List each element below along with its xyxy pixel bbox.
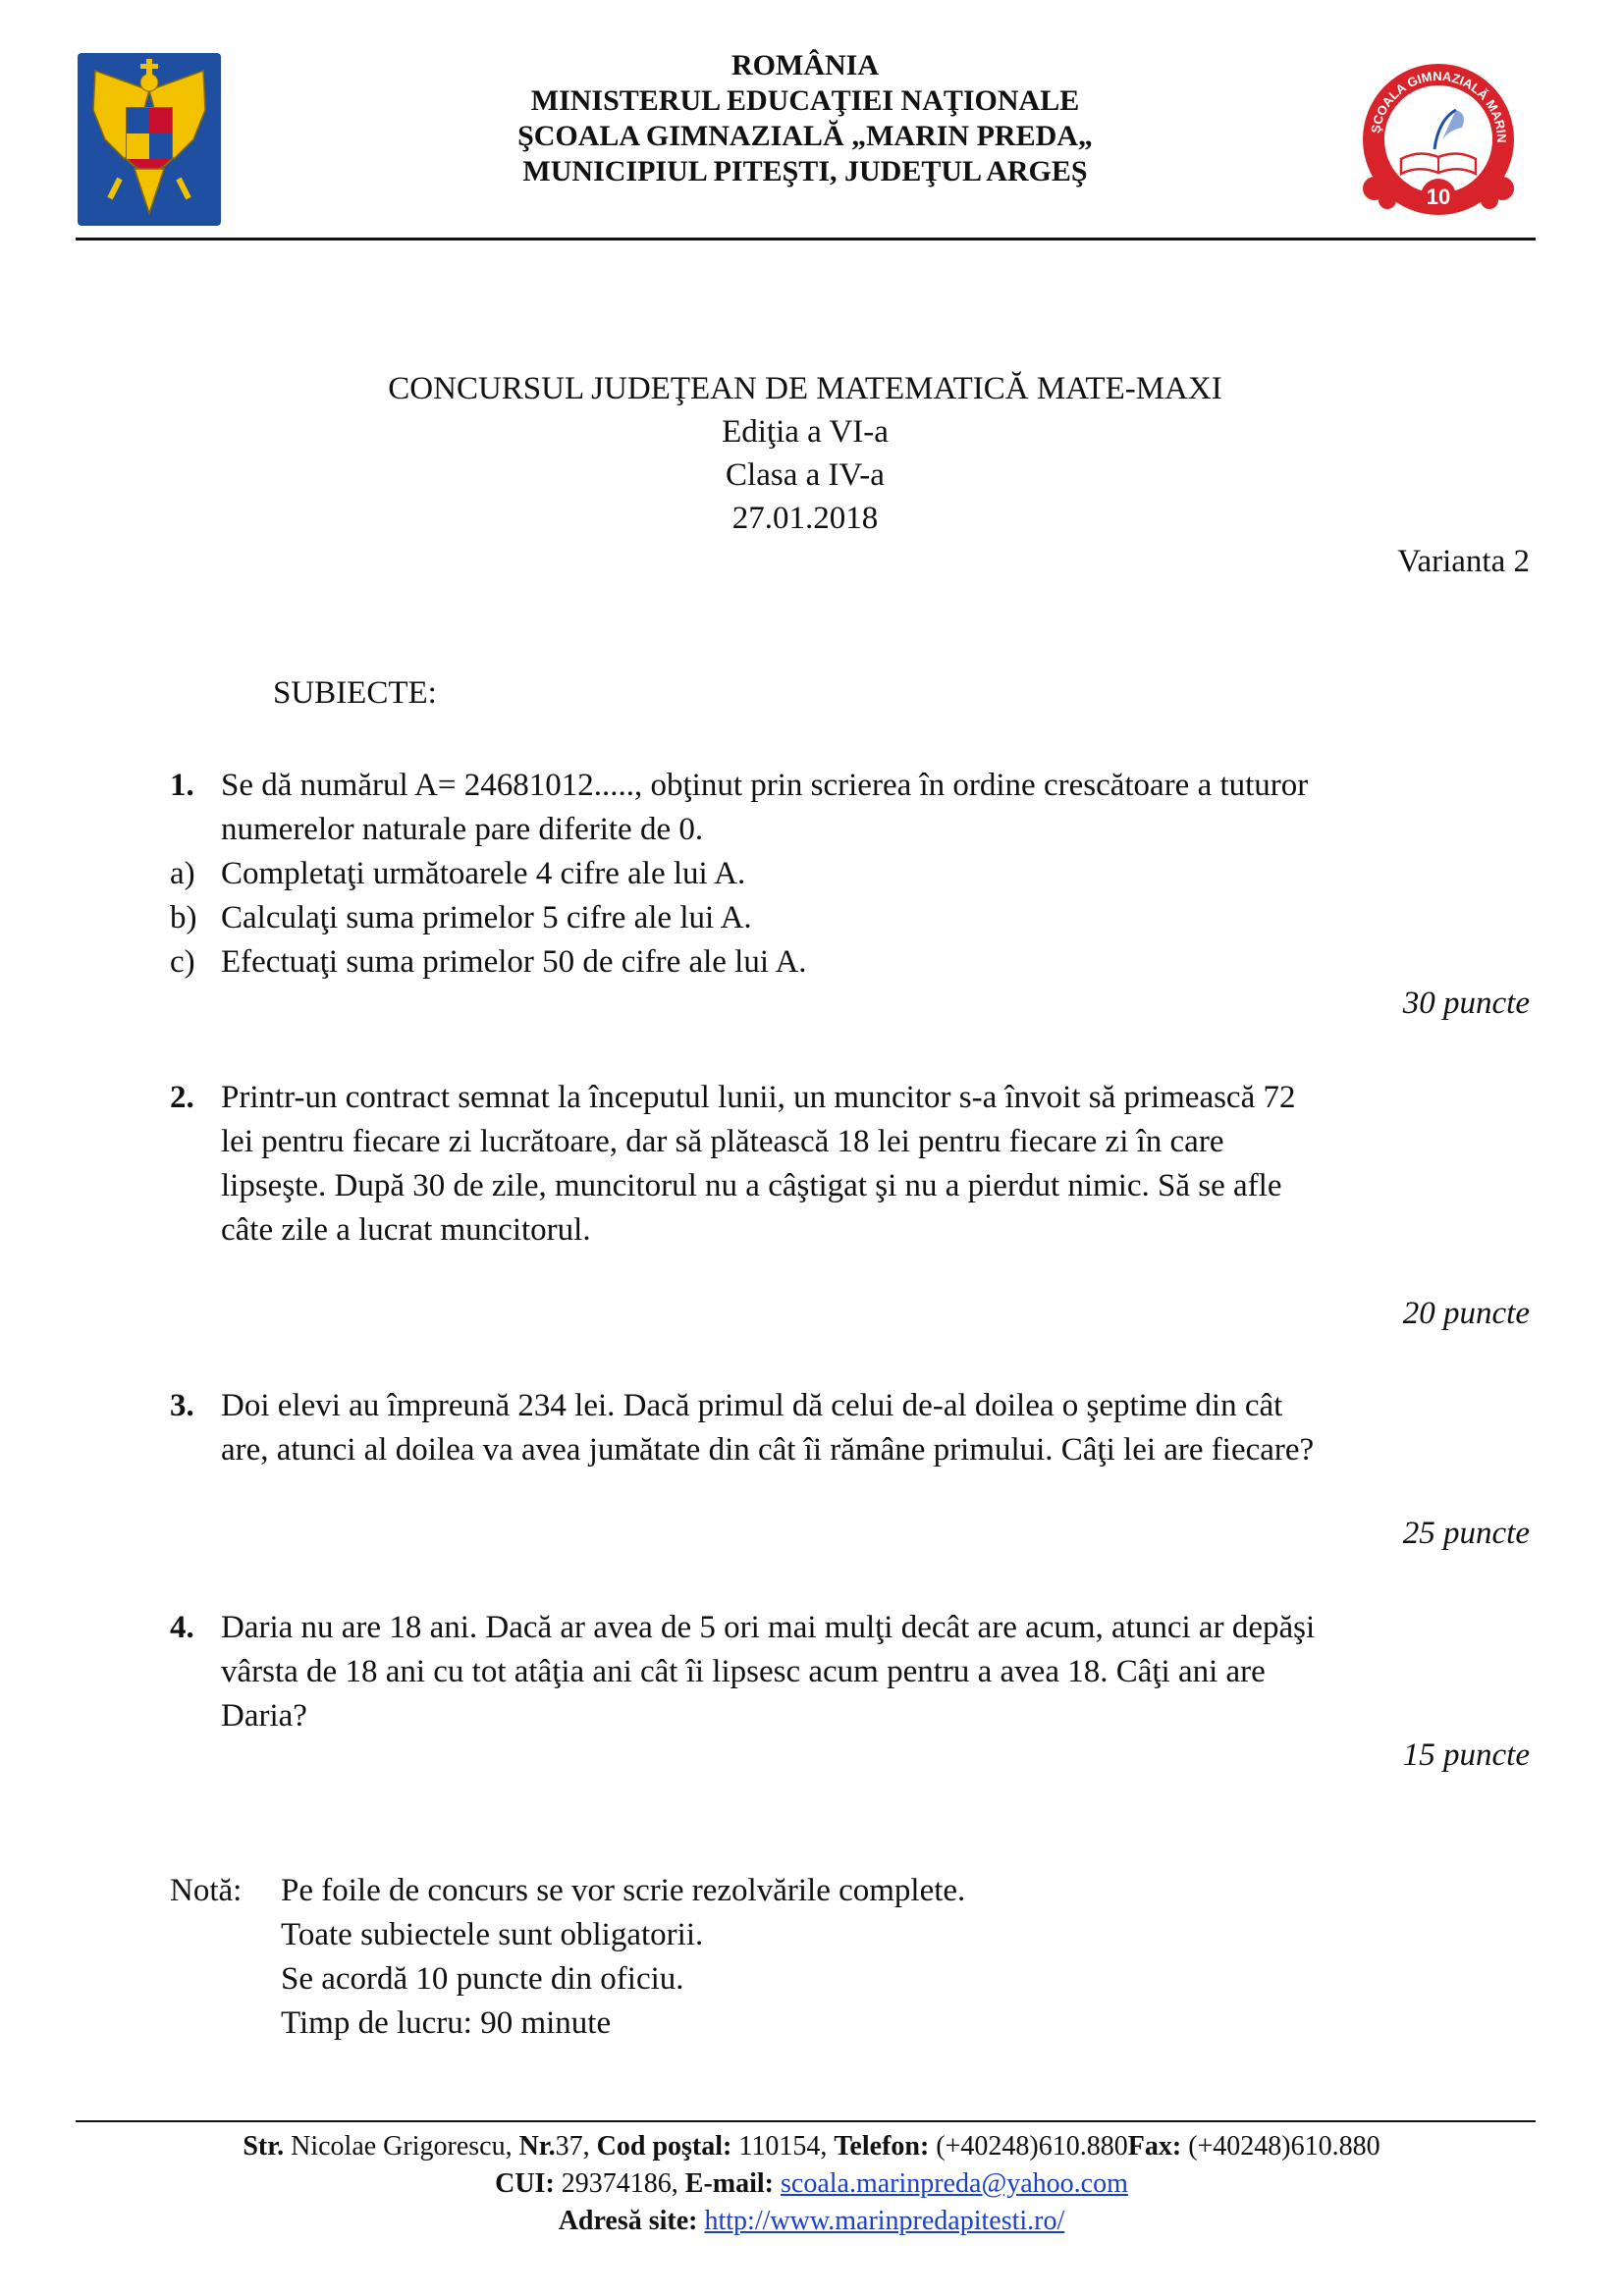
question-3-points: 25 puncte — [1402, 1516, 1530, 1551]
question-part-a — [170, 852, 1544, 896]
part-text: Completaţi următoarele 4 cifre ale lui A. — [221, 856, 746, 891]
footer-contact — [0, 2165, 1623, 2203]
note-block — [170, 1869, 965, 2046]
footer-email-label: E-mail: — [684, 2168, 774, 2199]
question-number: 1. — [170, 768, 194, 803]
note-line: Pe foile de concurs se vor scrie rezolvările complete. — [281, 1873, 966, 1908]
question-line: câte zile a lucrat muncitorul. — [221, 1212, 591, 1248]
question-4-points: 15 puncte — [1402, 1737, 1530, 1773]
part-text: Calculaţi suma primelor 5 cifre ale lui A. — [221, 900, 752, 935]
school-logo-text: ŞCOALA GIMNAZIALĂ MARIN — [1368, 68, 1510, 143]
part-label: a) — [170, 856, 195, 891]
question-4 — [170, 1606, 1544, 1738]
footer-divider — [76, 2120, 1536, 2122]
question-line: lipseşte. După 30 de zile, muncitorul nu a câştigat şi nu a pierdut nimic. Să se afle — [221, 1168, 1282, 1203]
school-logo — [1340, 51, 1537, 218]
school-logo-number: 10 — [1426, 185, 1451, 209]
header-ministry: MINISTERUL EDUCAŢIEI NAŢIONALE — [530, 84, 1080, 117]
question-line: Printr-un contract semnat la începutul lunii, un muncitor s-a învoit să primească 72 — [221, 1080, 1296, 1115]
footer-phone-label: Telefon: — [834, 2131, 930, 2162]
footer-fax-label: Fax: — [1127, 2131, 1182, 2162]
footer-postal: 110154, — [731, 2131, 835, 2162]
contest-title: CONCURSUL JUDEŢEAN DE MATEMATICĂ MATE-MAXI — [388, 371, 1222, 406]
question-line: lei pentru fiecare zi lucrătoare, dar să plătească 18 lei pentru fiecare zi în care — [221, 1124, 1224, 1159]
question-2 — [170, 1076, 1544, 1253]
header-country: ROMÂNIA — [731, 49, 879, 81]
question-line: numerelor naturale pare diferite de 0. — [221, 812, 704, 847]
romania-coat-of-arms — [76, 51, 223, 228]
header-municipality: MUNICIPIUL PITEŞTI, JUDEŢUL ARGEŞ — [522, 155, 1088, 187]
header-divider — [76, 238, 1536, 240]
subjects-heading: SUBIECTE: — [273, 675, 437, 711]
note-line: Toate subiectele sunt obligatorii. — [281, 1917, 704, 1952]
question-number: 3. — [170, 1388, 194, 1423]
question-line: Doi elevi au împreună 234 lei. Dacă primul dă celui de-al doilea o şeptime din cât — [221, 1388, 1283, 1423]
variant-label: Varianta 2 — [1397, 544, 1530, 579]
footer-email-link[interactable]: scoala.marinpreda@yahoo.com — [781, 2168, 1128, 2199]
question-part-b — [170, 896, 1544, 940]
footer-site — [0, 2203, 1623, 2240]
footer-street: Nicolae Grigorescu, — [284, 2131, 519, 2162]
question-number: 2. — [170, 1080, 194, 1115]
footer-site-link[interactable]: http://www.marinpredapitesti.ro/ — [704, 2206, 1065, 2236]
question-3 — [170, 1384, 1544, 1472]
note-label: Notă: — [170, 1873, 243, 1908]
contest-date: 27.01.2018 — [731, 501, 879, 536]
question-line: Daria? — [221, 1698, 307, 1734]
note-line: Se acordă 10 puncte din oficiu. — [281, 1961, 684, 1997]
footer-street-label: Str. — [243, 2131, 285, 2162]
footer-address — [0, 2128, 1623, 2165]
question-part-c — [170, 940, 1544, 985]
question-1-points: 30 puncte — [1402, 986, 1530, 1021]
footer-cui-label: CUI: — [495, 2168, 555, 2199]
contest-grade: Clasa a IV-a — [726, 457, 885, 493]
contest-edition: Ediţia a VI-a — [722, 414, 889, 450]
footer-fax: (+40248)610.880 — [1181, 2131, 1380, 2162]
part-text: Efectuaţi suma primelor 50 de cifre ale lui A. — [221, 944, 807, 980]
footer-phone: (+40248)610.880 — [929, 2131, 1128, 2162]
question-2-points: 20 puncte — [1402, 1296, 1530, 1331]
footer-site-label: Adresă site: — [558, 2206, 698, 2236]
footer-nr-label: Nr. — [518, 2131, 556, 2162]
question-number: 4. — [170, 1610, 194, 1645]
question-1 — [170, 764, 1544, 985]
question-line: vârsta de 18 ani cu tot atâţia ani cât îi lipsesc acum pentru a avea 18. Câţi ani are — [221, 1654, 1266, 1689]
footer-postal-label: Cod poştal: — [596, 2131, 732, 2162]
question-line: Daria nu are 18 ani. Dacă ar avea de 5 ori mai mulţi decât are acum, atunci ar depăşi — [221, 1610, 1316, 1645]
note-line: Timp de lucru: 90 minute — [281, 2005, 612, 2041]
footer-cui: 29374186, — [554, 2168, 685, 2199]
part-label: c) — [170, 944, 195, 980]
question-line: are, atunci al doilea va avea jumătate din cât îi rămâne primului. Câţi lei are fiecare? — [221, 1432, 1315, 1468]
part-label: b) — [170, 900, 197, 935]
question-line: Se dă numărul A= 24681012....., obţinut prin scrierea în ordine crescătoare a tuturor — [221, 768, 1309, 803]
header-school: ŞCOALA GIMNAZIALĂ „MARIN PREDA„ — [517, 120, 1093, 152]
footer-nr: 37, — [555, 2131, 597, 2162]
